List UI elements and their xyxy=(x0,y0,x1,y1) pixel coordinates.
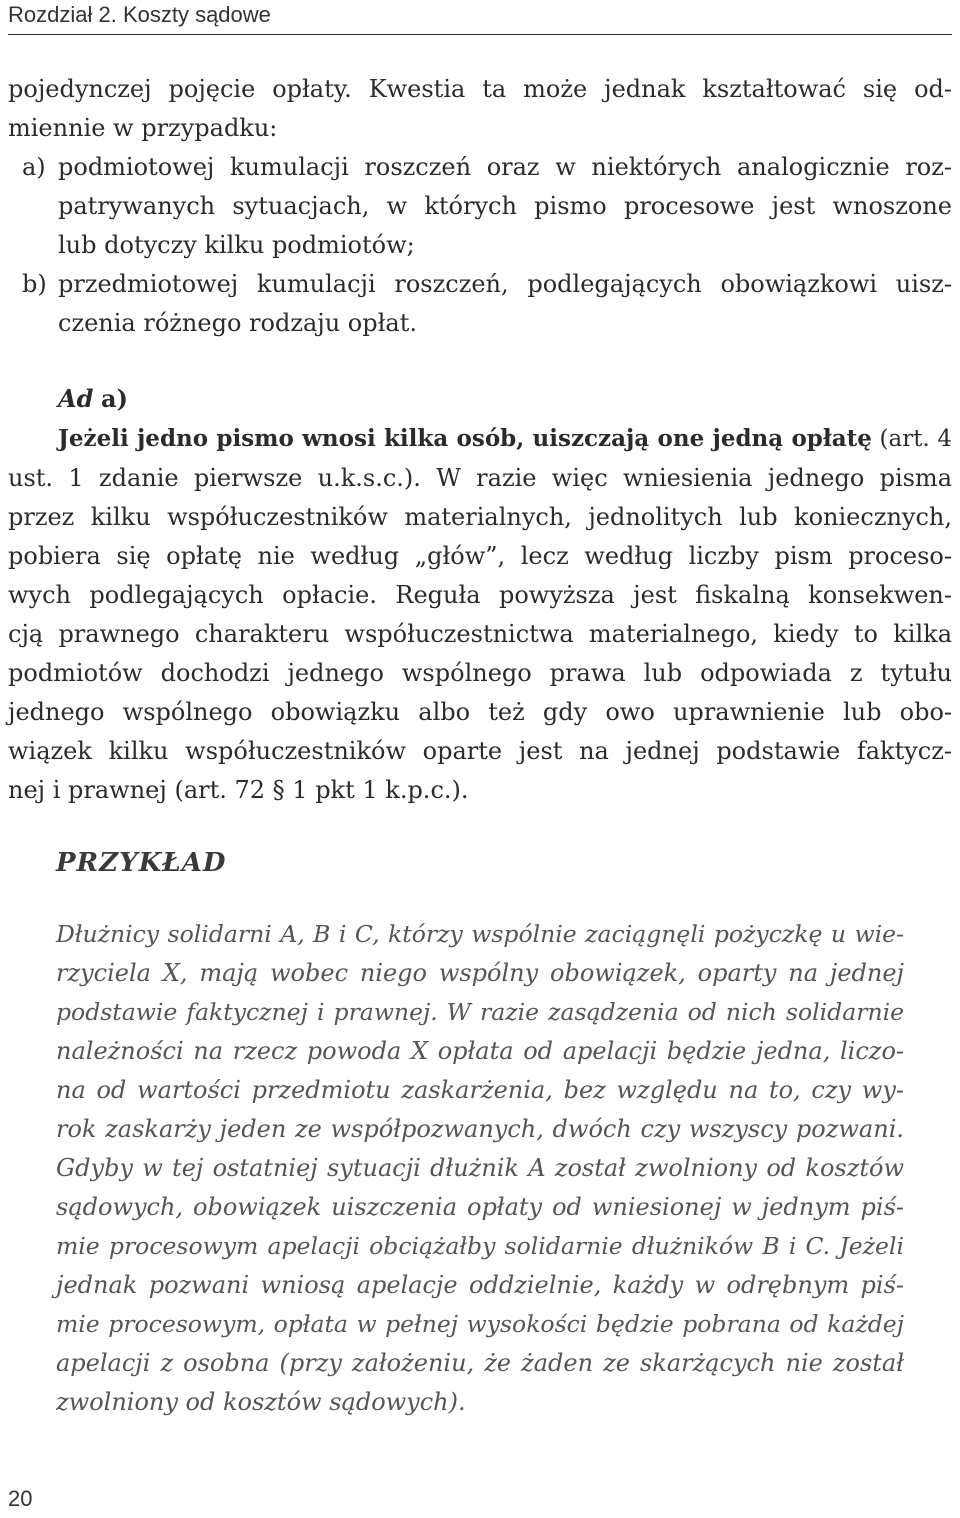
example-line-10: jednak pozwani wniosą apelacje oddzielnie, każdy w odrębnym piś- xyxy=(56,1271,904,1299)
intro-line-1: pojedynczej pojęcie opłaty. Kwestia ta może jednak kształtować się od- xyxy=(8,75,952,103)
list-item-a-line-2: patrywanych sytuacjach, w których pismo procesowe jest wnoszone xyxy=(58,192,952,220)
example-line-8: sądowych, obowiązek uiszczenia opłaty od wniesionej w jednym piś- xyxy=(56,1193,904,1221)
ad-line-8: wiązek kilku współuczestników oparte jest na jednej podstawie faktycz- xyxy=(8,737,952,765)
ad-line-7: jednego wspólnego obowiązku albo też gdy owo uprawnienie lub obo- xyxy=(8,698,952,726)
ad-line-5: cją prawnego charakteru współuczestnictwa materialnego, kiedy to kilka xyxy=(8,620,952,648)
ad-line-4: wych podlegających opłacie. Reguła powyższa jest fiskalną konsekwen- xyxy=(8,581,952,609)
example-line-13: zwolniony od kosztów sądowych). xyxy=(56,1388,466,1416)
running-title: Rozdział 2. Koszty sądowe xyxy=(8,2,271,27)
ad-heading xyxy=(58,384,128,414)
list-item-a-label: a) xyxy=(22,153,46,181)
example-line-4: należności na rzecz powoda X opłata od apelacji będzie jedna, liczo- xyxy=(56,1037,904,1065)
example-line-9: mie procesowym apelacji obciążałby solidarnie dłużników B i C. Jeżeli xyxy=(56,1232,904,1260)
intro-line-2: miennie w przypadku: xyxy=(8,114,278,142)
ad-line-1: ust. 1 zdanie pierwsze u.k.s.c.). W razie więc wniesienia jednego pisma xyxy=(8,464,952,492)
ad-line-6: podmiotów dochodzi jednego wspólnego prawa lub odpowiada z tytułu xyxy=(8,659,952,687)
ad-rule-line xyxy=(58,424,952,454)
example-line-2: rzyciela X, mają wobec niego wspólny obowiązek, oparty na jednej xyxy=(56,959,904,987)
running-header xyxy=(8,0,952,35)
list-item-b-label: b) xyxy=(22,270,47,298)
example-line-7: Gdyby w tej ostatniej sytuacji dłużnik A został zwolniony od kosztów xyxy=(56,1154,904,1182)
ad-line-9: nej i prawnej (art. 72 § 1 pkt 1 k.p.c.). xyxy=(8,776,469,804)
list-item-b-line-1: przedmiotowej kumulacji roszczeń, podlegających obowiązkowi uisz- xyxy=(58,270,952,298)
example-line-11: mie procesowym, opłata w pełnej wysokości będzie pobrana od każdej xyxy=(56,1310,904,1338)
ad-line-3: pobiera się opłatę nie według „głów”, lecz według liczby pism proceso- xyxy=(8,542,952,570)
ad-rule-tail: (art. 4 xyxy=(871,426,952,452)
example-line-12: apelacji z osobna (przy założeniu, że żaden ze skarżących nie został xyxy=(56,1349,904,1377)
ad-letter: a) xyxy=(101,384,128,413)
example-line-3: podstawie faktycznej i prawnej. W razie zasądzenia od nich solidarnie xyxy=(56,998,904,1026)
list-item-a-line-1: podmiotowej kumulacji roszczeń oraz w niektórych analogicznie roz- xyxy=(58,153,952,181)
ad-rule-bold: Jeżeli jedno pismo wnosi kilka osób, uiszczają one jedną opłatę xyxy=(58,425,872,452)
list-item-a-line-3: lub dotyczy kilku podmiotów; xyxy=(58,231,415,259)
example-heading: PRZYKŁAD xyxy=(56,848,227,878)
ad-word: Ad xyxy=(58,384,94,413)
list-item-b-line-2: czenia różnego rodzaju opłat. xyxy=(58,309,417,337)
example-line-6: rok zaskarży jeden ze współpozwanych, dwóch czy wszyscy pozwani. xyxy=(56,1115,904,1143)
example-line-5: na od wartości przedmiotu zaskarżenia, bez względu na to, czy wy- xyxy=(56,1076,904,1104)
example-line-1: Dłużnicy solidarni A, B i C, którzy wspólnie zaciągnęli pożyczkę u wie- xyxy=(56,920,904,948)
ad-line-2: przez kilku współuczestników materialnych, jednolitych lub koniecznych, xyxy=(8,503,952,531)
page-number: 20 xyxy=(8,1486,33,1511)
